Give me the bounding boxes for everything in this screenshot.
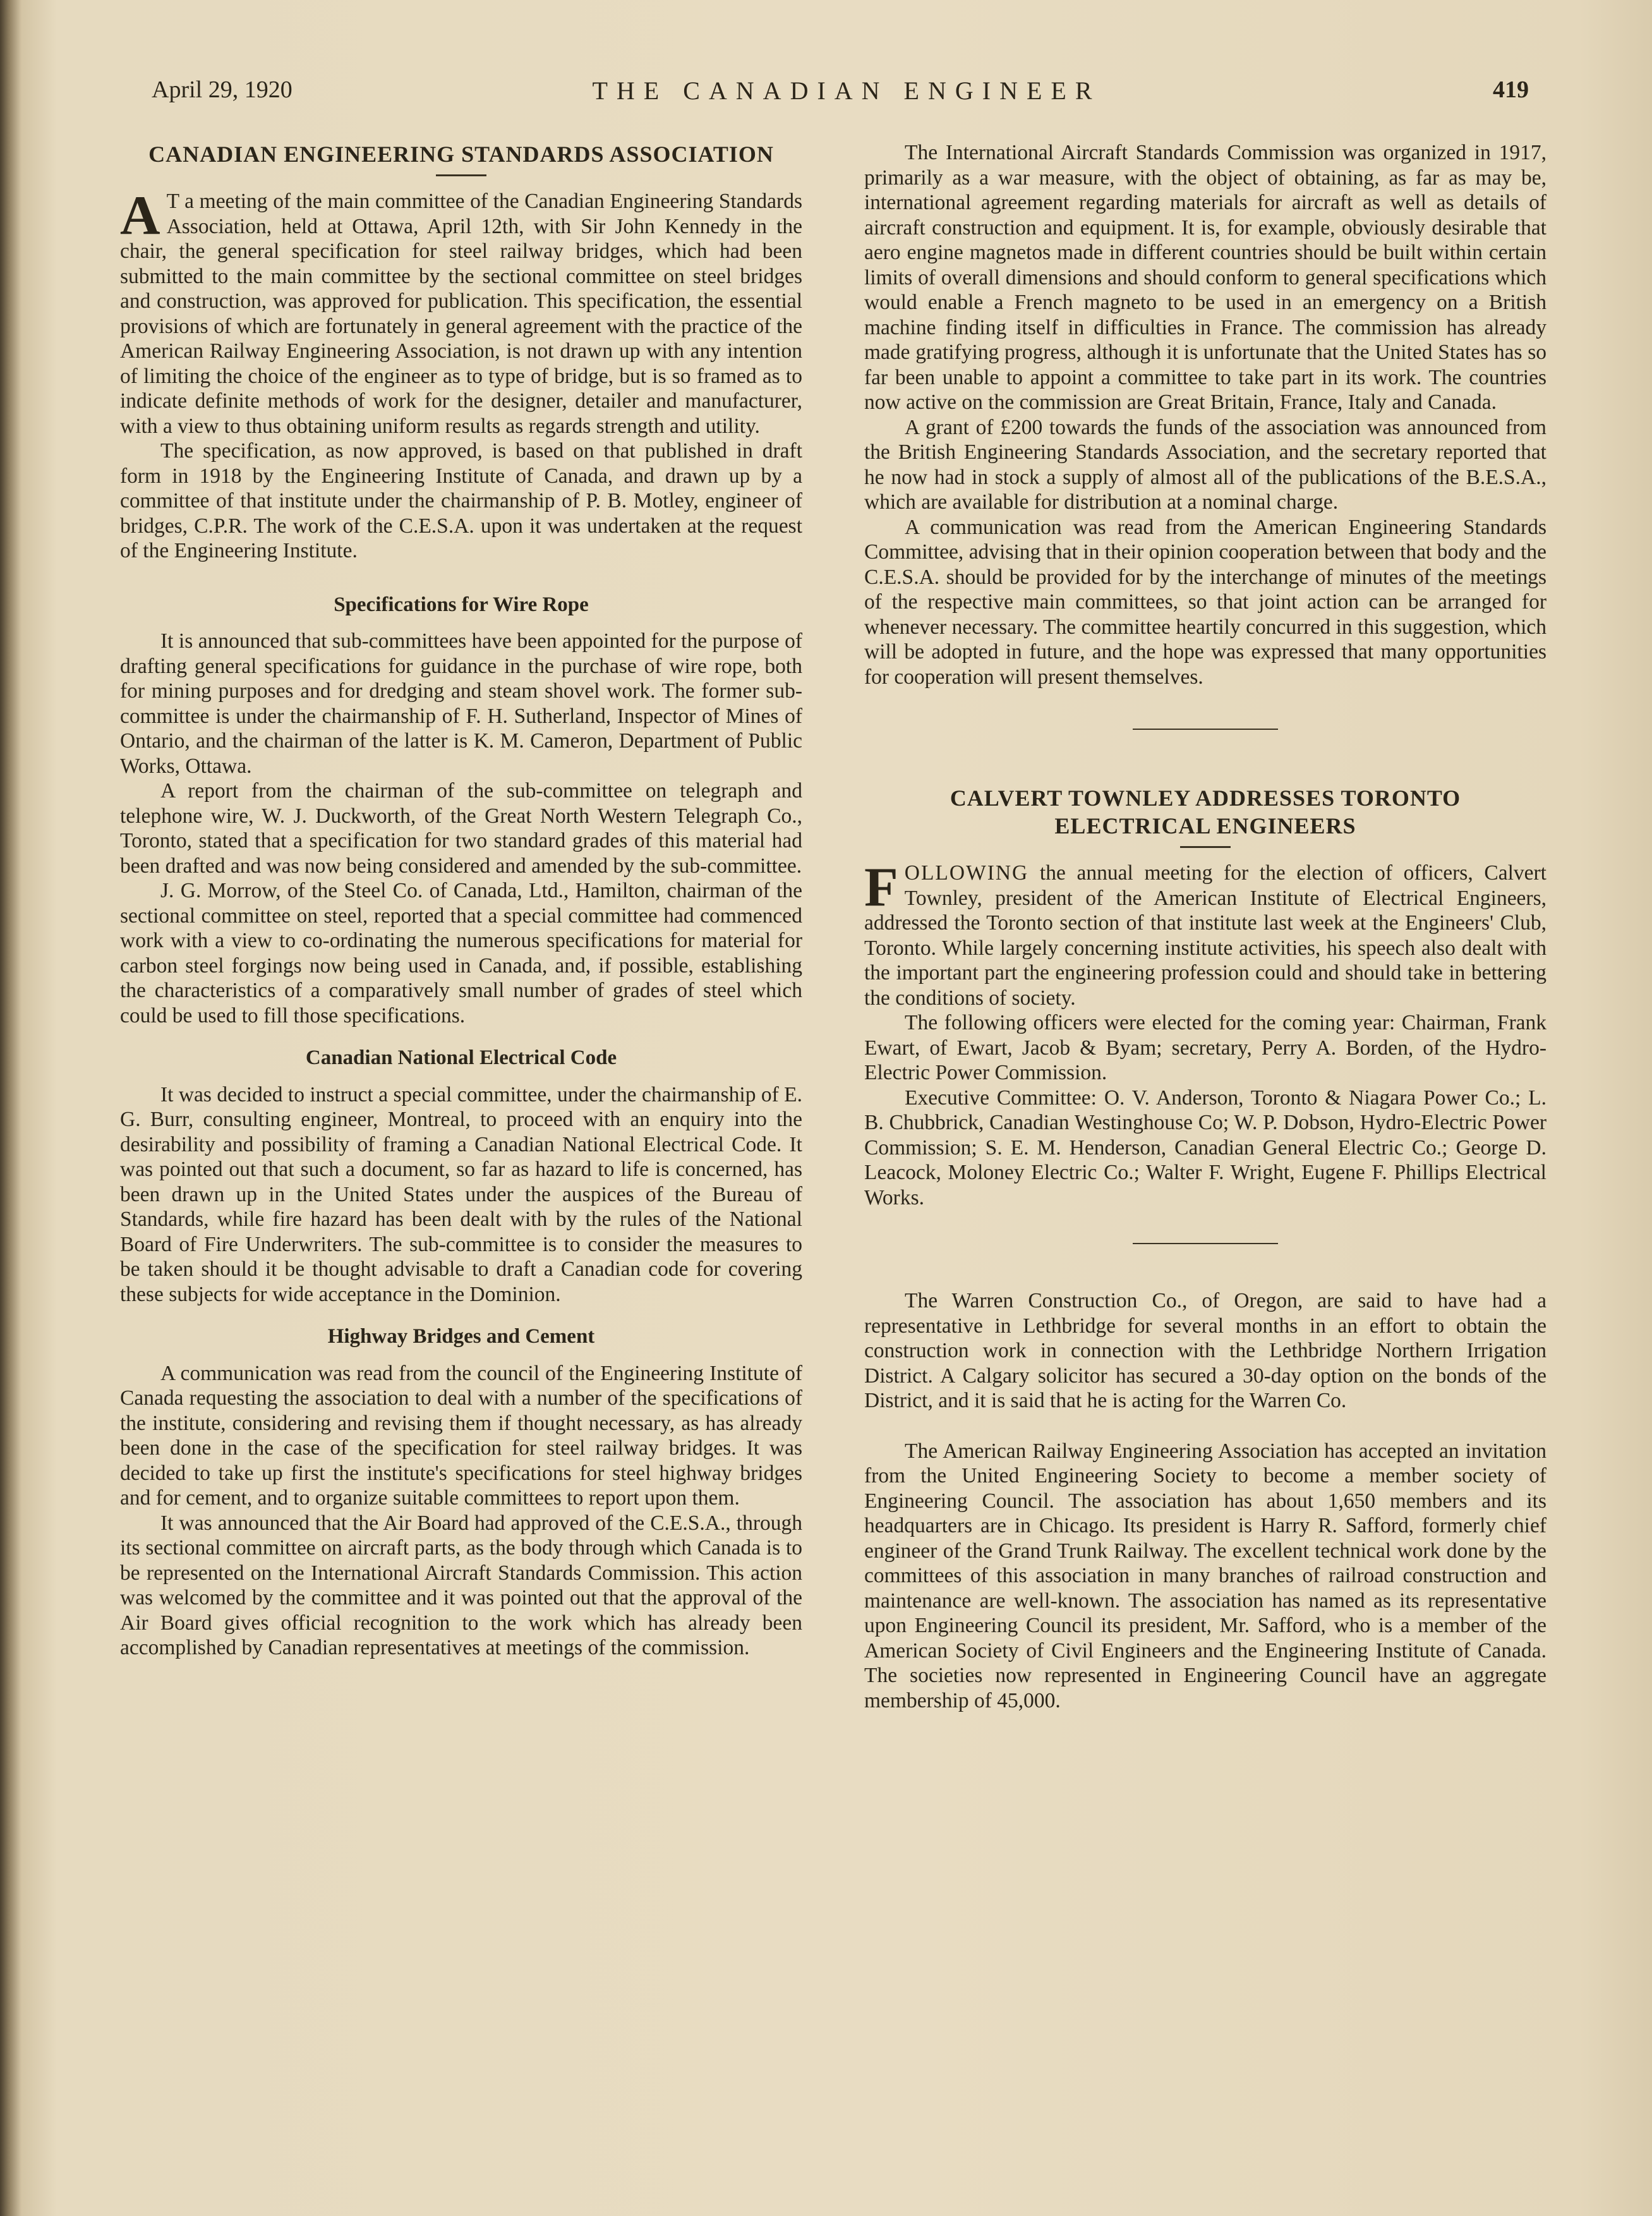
wire-paragraph-1: It is announced that sub-committees have been appointed for the purpose of drafting general specifications for guidance in the purchase of wire rope, both for mining purposes and for dredging and steam shovel work. The former sub-committee is under the chairmanship of F. H. Sutherland, Inspector of Mines of Ontario, and the chairman of the latter is K. M. Cameron, Department of Public Works, Ottawa. bbox=[120, 629, 802, 778]
title-rule bbox=[436, 174, 486, 176]
drop-cap-f: F bbox=[864, 857, 898, 918]
highway-paragraph-2: It was announced that the Air Board had approved of the C.E.S.A., through its sectional committee on aircraft parts, as the body through which Canada is to be represented on the International Aircraft Standards Commission. This action was welcomed by the committee and it was pointed out that the approval of the Air Board gives official recognition to the work which has already been accomplished by Canadian representatives at meetings of the commission. bbox=[120, 1511, 802, 1659]
cesa-paragraph-2: The specification, as now approved, is based on that published in draft form in 1918 by the Engineering Institute of Canada, and drawn up by a committee of that institute under the chairmanship of P. B. Motley, engineer of bridges, C.P.R. The work of the C.E.S.A. upon it was undertaken at the request of the Engineering Institute. bbox=[120, 439, 802, 562]
article-title-calvert-1: CALVERT TOWNLEY ADDRESSES TORONTO bbox=[950, 785, 1461, 811]
intl-paragraph-1: The International Aircraft Standards Commission was organized in 1917, primarily as a war measure, with the object of obtaining, as far as may be, international agreement regarding materials for aircraft as well as details of aircraft construction and equipment. It is, for example, obviously desirable that aero engine magnetos made in different countries should be built within certain limits of overall dimensions and should conform to general specifications which would enable a French magneto to be used in an emergency on a British machine finding itself in difficulties in France. The commission has already made gratifying progress, although it is unfortunate that the United States has so far been unable to appoint a committee to take part in its work. The countries now active on the commission are Great Britain, France, Italy and Canada. bbox=[864, 141, 1546, 414]
cesa-paragraph-1: A T a meeting of the main committee of the Canadian Engineering Standards Association, held at Ottawa, April 12th, with Sir John Kennedy in the chair, the general specification for steel railway bridges, which had been submitted to the main committee by the sectional committee on steel bridges and construction, was approved for publication. This specification, the essential provisions of which are fortunately in general agreement with the practice of the American Railway Engineering Association, is not drawn up with any intention of limiting the choice of the engineer as to type of bridge, but is so framed as to indicate definite methods of work for the designer, detailer and manufacturer, with a view to thus obtaining uniform results as regards strength and utility. bbox=[120, 185, 802, 438]
article-title-calvert-2: ELECTRICAL ENGINEERS bbox=[1054, 813, 1356, 839]
wire-paragraph-2: A report from the chairman of the sub-committee on telegraph and telephone wire, W. J. Duckworth, of the Great North Western Telegraph Co., Toronto, stated that a specification for two standard grades of this material had been drafted and was now being considered and amended by the sub-committee. bbox=[120, 779, 802, 878]
wire-paragraph-3: J. G. Morrow, of the Steel Co. of Canada, Ltd., Hamilton, chairman of the sectional committee on steel, reported that a special committee had commenced work with a view to co-ordinating the numerous specifications for material for carbon steel forgings now being used in Canada, and, if possible, establishing the characteristics of a comparatively small number of grades of steel which could be used to fill those specifications. bbox=[120, 879, 802, 1027]
left-column bbox=[120, 140, 802, 1661]
intl-paragraph-3: A communication was read from the American Engineering Standards Committee, advising that in their opinion cooperation between that body and the C.E.S.A. should be provided for by the interchange of minutes of the meetings of the respective main committees, so that joint action can be arranged for whenever necessary. The committee heartily concurred in this suggestion, which will be adopted in future, and the hope was expressed that many opportunities for cooperation will present themselves. bbox=[864, 515, 1546, 689]
subhead-electrical-code: Canadian National Electrical Code bbox=[305, 1046, 617, 1069]
area-paragraph: The American Railway Engineering Association has accepted an invitation from the United Engineering Society to become a member society of Engineering Council. The association has about 1,650 members and its headquarters are in Chicago. Its president is Harry R. Safford, formerly chief engineer of the Grand Trunk Railway. The excellent technical work done by the committees of this association in many branches of railroad construction and maintenance are well-known. The association has named as its representative upon Engineering Council its president, Mr. Safford, who is a member of the American Society of Civil Engineers and the Engineering Institute of Canada. The societies now represented in Engineering Council have an aggregate membership of 45,000. bbox=[864, 1439, 1546, 1712]
calvert-paragraph-3: Executive Committee: O. V. Anderson, Toronto & Niagara Power Co.; L. B. Chubbrick, Canadian Westinghouse Co; W. P. Dobson, Hydro-Electric Power Commission; S. E. M. Henderson, Canadian General Electric Co.; George D. Leacock, Moloney Electric Co.; Walter F. Wright, Eugene F. Phillips Electrical Works. bbox=[864, 1086, 1546, 1209]
code-paragraph-1: It was decided to instruct a special committee, under the chairmanship of E. G. Burr, consulting engineer, Montreal, to proceed with an enquiry into the desirability and possibility of framing a Canadian National Electrical Code. It was pointed out that such a document, so far as hazard to life is concerned, has been drawn up in the United States under the auspices of the Bureau of Standards, while fire hazard has been dealt with by the rules of the National Board of Fire Underwriters. The sub-committee is to consider the measures to be taken should it be thought advisable to draft a Canadian code for covering these subjects for wide acceptance in the Dominion. bbox=[120, 1082, 802, 1306]
title-rule bbox=[1180, 846, 1231, 848]
running-header bbox=[152, 76, 1541, 114]
right-column bbox=[864, 140, 1546, 1713]
drop-cap-a: A bbox=[120, 185, 160, 246]
calvert-paragraph-2: The following officers were elected for the coming year: Chairman, Frank Ewart, of Ewart, Jacob & Byam; secretary, Perry A. Borden, of the Hydro-Electric Power Commission. bbox=[864, 1011, 1546, 1084]
article-title-cesa: CANADIAN ENGINEERING STANDARDS ASSOCIATION bbox=[148, 142, 774, 167]
issue-date: April 29, 1920 bbox=[152, 76, 292, 103]
highway-paragraph-1: A communication was read from the council of the Engineering Institute of Canada requesting the association to deal with a number of the specifications of the institute, considering and revising them if thought necessary, as has already been done in the case of the specification for steel railway bridges. It was decided to take up first the institute's specifications for steel highway bridges and for cement, and to organize suitable committees to report upon them. bbox=[120, 1361, 802, 1510]
journal-title: THE CANADIAN ENGINEER bbox=[592, 76, 1101, 105]
calvert-paragraph-1: FOLLOWING the annual meeting for the election of officers, Calvert Townley, president of the American Institute of Electrical Engineers, addressed the Toronto section of that institute last week at the Engineers' Club, Toronto. While largely concerning institute activities, his speech also dealt with the important part the engineering profession could and should take in bettering the conditions of society. bbox=[864, 857, 1546, 1010]
section-divider bbox=[1133, 729, 1278, 730]
warren-paragraph: The Warren Construction Co., of Oregon, are said to have had a representative in Lethbridge for several months in an effort to obtain the construction work in connection with the Lethbridge Northern Irrigation District. A Calgary solicitor has secured a 30-day option on the bonds of the District, and it is said that he is acting for the Warren Co. bbox=[864, 1289, 1546, 1412]
subhead-highway-bridges: Highway Bridges and Cement bbox=[327, 1325, 595, 1348]
paragraph-gap bbox=[864, 1414, 1546, 1439]
subhead-wire-rope: Specifications for Wire Rope bbox=[334, 593, 589, 616]
page-number: 419 bbox=[1493, 76, 1529, 103]
section-divider bbox=[1133, 1243, 1278, 1244]
intl-paragraph-2: A grant of £200 towards the funds of the association was announced from the British Engineering Standards Association, and the secretary reported that he now had in stock a supply of almost all of the publications of the B.E.S.A., which are available for distribution at a nominal charge. bbox=[864, 415, 1546, 514]
